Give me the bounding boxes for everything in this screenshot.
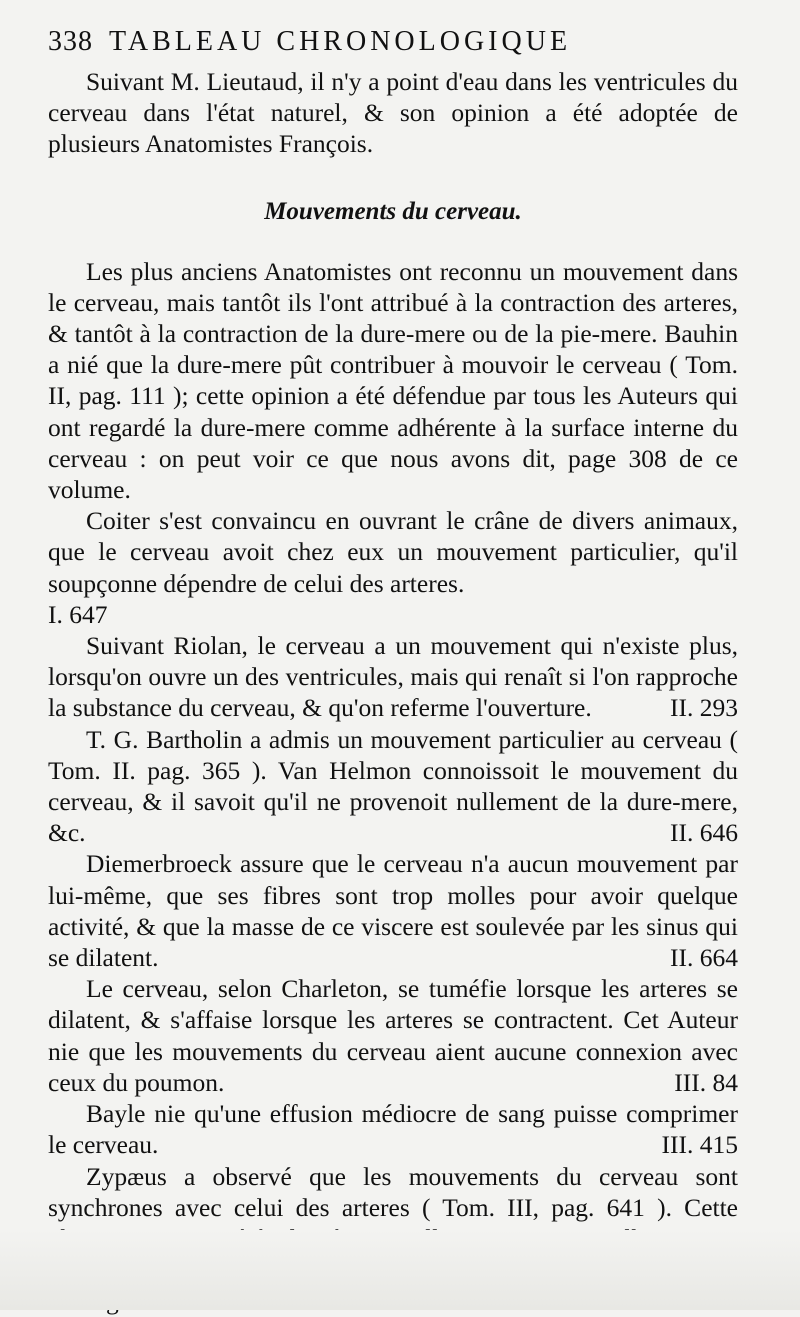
paragraph-text: Zypæus a observé que les mouvements du cerveau sont synchrones avec celui des arteres ( Tom. III, pag. 641 ). Cette xyxy=(48,1161,738,1222)
paragraph-text: Diemerbroeck assure que le cerveau n'a aucun mouvement par lui-même, que ses fibres sont trop molles pour avoir quelque activité, & que la masse de ce viscere est soulevée par les sinus qui se dilatent. xyxy=(48,849,738,973)
paragraph-reference: II. 664 xyxy=(670,943,738,973)
paragraph-text: Le cerveau, selon Charleton, se tuméfie lorsque les arteres se dilatent, & s'affaise lorsque les arteres se contractent. Cet Auteur nie que les mouvements du cerveau aient aucune connexion avec ceux du poumon. xyxy=(48,974,738,1097)
paragraph-reference: I. 647 xyxy=(48,599,108,629)
paragraph-reference: II. 646 xyxy=(670,818,738,848)
paragraph-text: Les plus anciens Anatomistes ont reconnu un mouvement dans le cerveau, mais tantôt ils l'ont attribué à la contraction des arteres, & tantôt à la contraction de la dure-mere ou de la pie-mere. Bauhin a nié que la dure-mere pût contribuer à mouvoir le cerveau ( Tom. II, pag. 111 ); cette opinion a été défendue par tous les Auteurs qui ont regardé la dure-mere comme adhérente à la surface interne du cerveau : on peut voir ce que nous avons dit, page 308 de ce volume. xyxy=(48,256,738,505)
running-header xyxy=(48,26,738,66)
paragraph-text: Coiter s'est convaincu en ouvrant le crâne de divers animaux, que le cerveau avoit chez eux un mouvement particulier, qu'il soupçonne dépendre de celui des arteres. xyxy=(48,506,738,598)
paragraph-text: Suivant Riolan, le cerveau a un mouvement qui n'existe plus, lorsqu'on ouvre un des ventricules, mais qui renaît si l'on rapproche la substance du cerveau, & qu'on referme l'ouverture. xyxy=(48,631,738,723)
intro-paragraph: Suivant M. Lieutaud, il n'y a point d'eau dans les ventricules du cerveau dans l'état naturel, & son opinion a été adoptée de plusieurs Anatomistes François. xyxy=(48,67,738,159)
paragraph-7 xyxy=(48,1098,738,1160)
paragraph-text: T. G. Bartholin a admis un mouvement particulier au cerveau ( Tom. II. pag. 365 ). Van Helmon connoissoit le mouvement du cerveau, & il savoit qu'il ne provenoit nullement de la dure-mere, &c. xyxy=(48,724,738,848)
section-title: Mouvements du cerveau. xyxy=(264,197,522,225)
paragraph-1 xyxy=(48,256,738,506)
paragraph-4 xyxy=(48,724,738,849)
paragraph-reference: III. 415 xyxy=(661,1130,738,1160)
paragraph-6 xyxy=(48,973,738,1098)
paragraph-reference: III. 84 xyxy=(674,1067,738,1097)
paragraph-reference: II. 293 xyxy=(670,693,738,723)
paragraph-2 xyxy=(48,505,738,630)
paragraph-text: Bayle nie qu'une effusion médiocre de sang puisse comprimer le cerveau. xyxy=(48,1099,738,1160)
paragraph-5 xyxy=(48,848,738,973)
paragraph-3 xyxy=(48,630,738,724)
running-title: TABLEAU CHRONOLOGIQUE xyxy=(109,26,572,57)
page-number: 338 xyxy=(48,26,93,57)
page-bottom-margin xyxy=(0,1230,800,1310)
